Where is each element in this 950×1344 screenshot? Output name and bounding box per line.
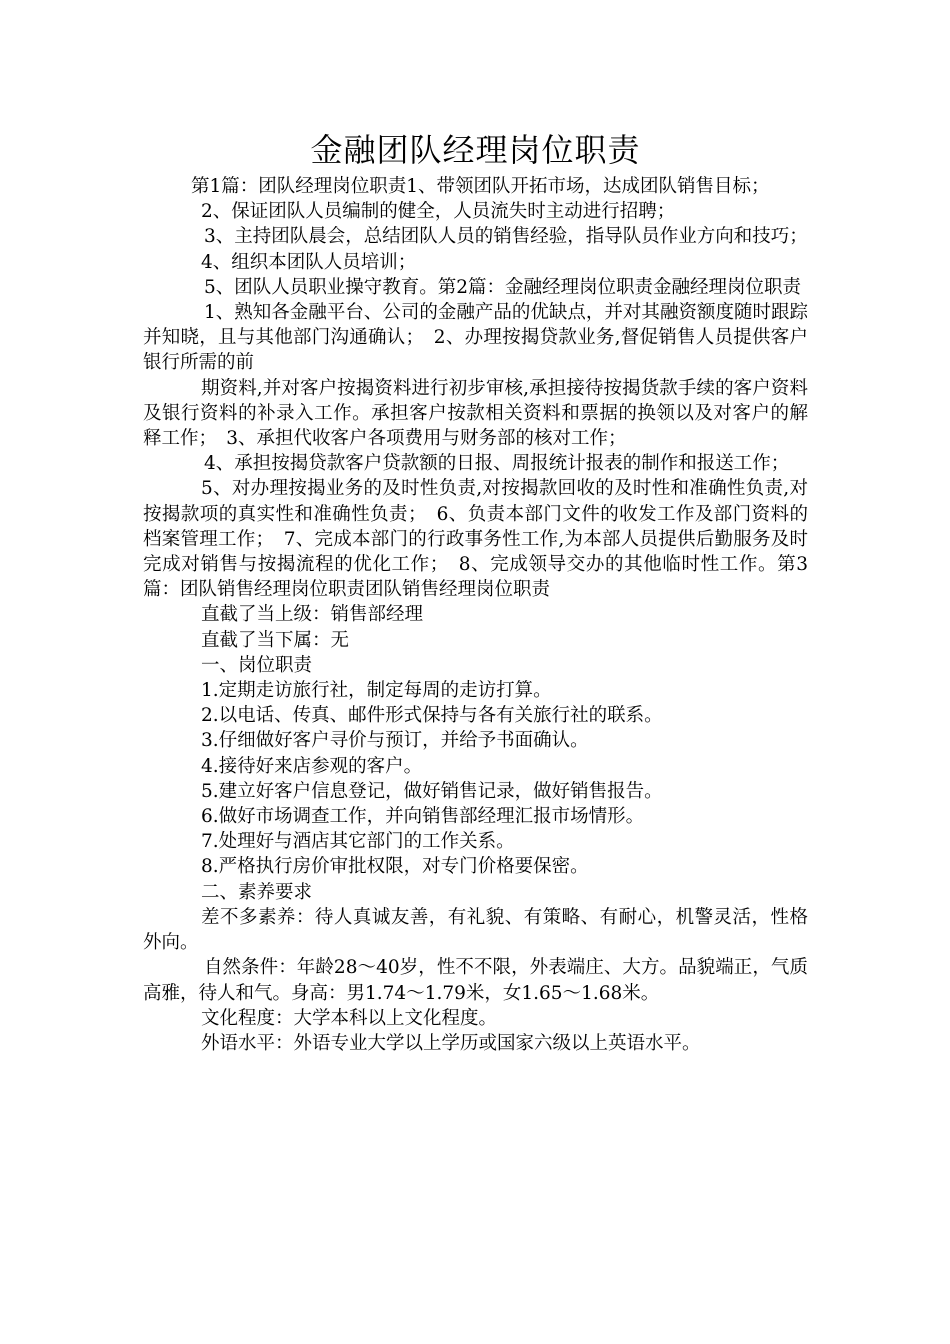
paragraph-part2-item1: 1、熟知各金融平台、公司的金融产品的优缺点，并对其融资额度随时跟踪并知晓，且与其他部门沟通确认； 2、办理按揭贷款业务,督促销售人员提供客户银行所需的前 xyxy=(143,302,808,374)
paragraph-part2-item5: 5、对办理按揭业务的及时性负责,对按揭款回收的及时性和准确性负责,对按揭款项的真实性和准确性负责； 6、负责本部门文件的收发工作及部门资料的档案管理工作； 7、完成本部门的行政事务性工作,为本部人员提供后勤服务及时完成对销售与按揭流程的优化工作； 8、完成领导交办的其他临时性工作。第3篇：团队销售经理岗位职责团队销售经理岗位职责 xyxy=(143,478,808,601)
section-heading-duties: 一、岗位职责 xyxy=(201,654,313,676)
paragraph-part1-item2: 2、保证团队人员编制的健全，人员流失时主动进行招聘； xyxy=(201,201,676,223)
paragraph-part1-item5: 5、团队人员职业操守教育。第2篇：金融经理岗位职责金融经理岗位职责 xyxy=(204,276,802,298)
duty-item-6: 6.做好市场调查工作，并向销售部经理汇报市场情形。 xyxy=(201,806,645,828)
duty-item-2: 2.以电话、传真、邮件形式保持与各有关旅行社的联系。 xyxy=(201,705,663,727)
duty-item-3: 3.仔细做好客户寻价与预订，并给予书面确认。 xyxy=(201,730,589,752)
paragraph-part2-item4: 4、承担按揭贷款客户贷款额的日报、周报统计报表的制作和报送工作； xyxy=(204,453,790,475)
requirement-basic: 差不多素养：待人真诚友善，有礼貌、有策略、有耐心，机警灵活，性格外向。 xyxy=(143,906,808,954)
duty-item-5: 5.建立好客户信息登记，做好销售记录，做好销售报告。 xyxy=(201,780,663,802)
requirement-physical: 自然条件：年龄28～40岁，性不不限，外表端庄、大方。品貌端正，气质高雅，待人和气。身高：男1.74～1.79米，女1.65～1.68米。 xyxy=(143,957,808,1004)
paragraph-part1-item4: 4、组织本团队人员培训； xyxy=(201,251,417,273)
document-title: 金融团队经理岗位职责 xyxy=(310,131,641,169)
document-page xyxy=(143,128,808,1056)
duty-item-4: 4.接待好来店参观的客户。 xyxy=(201,755,423,777)
section-heading-requirements: 二、素养要求 xyxy=(201,881,313,903)
paragraph-subordinate: 直截了当下属：无 xyxy=(201,629,350,651)
duty-item-8: 8.严格执行房价审批权限，对专门价格要保密。 xyxy=(201,856,589,878)
paragraph-supervisor: 直截了当上级：销售部经理 xyxy=(201,604,424,626)
duty-item-7: 7.处理好与酒店其它部门的工作关系。 xyxy=(201,831,515,853)
requirement-education: 文化程度：大学本科以上文化程度。 xyxy=(201,1007,498,1029)
paragraph-part1-item1: 第1篇：团队经理岗位职责1、带领团队开拓市场，达成团队销售目标； xyxy=(191,176,770,197)
paragraph-part1-item3: 3、主持团队晨会，总结团队人员的销售经验，指导队员作业方向和技巧； xyxy=(204,226,808,248)
paragraph-part2-continued: 期资料,并对客户按揭资料进行初步审核,承担接待按揭货款手续的客户资料及银行资料的补录入工作。承担客户按款相关资料和票据的换领以及对客户的解释工作； 3、承担代收客户各项费用与财务部的核对工作； xyxy=(143,377,808,450)
duty-item-1: 1.定期走访旅行社，制定每周的走访打算。 xyxy=(201,680,552,702)
requirement-language: 外语水平：外语专业大学以上学历或国家六级以上英语水平。 xyxy=(201,1032,701,1054)
